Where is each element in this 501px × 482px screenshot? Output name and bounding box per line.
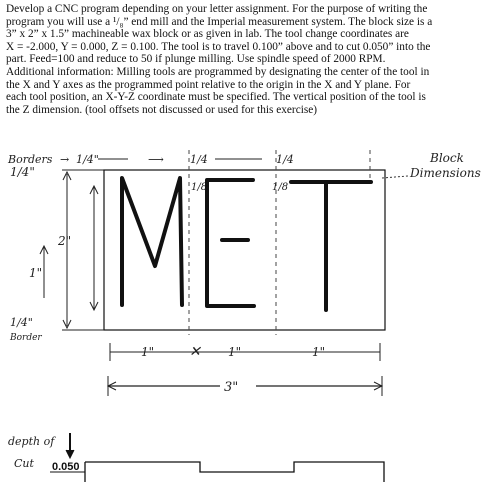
two-inch-label: 2"	[58, 234, 72, 248]
three-inch-label: 3"	[224, 380, 239, 395]
cut-label: Cut	[14, 457, 34, 470]
letter-t	[291, 182, 371, 310]
instruction-line: 3” x 2” x 1.5” machineable wax block or as given in lab. The tool change coordinates are	[6, 28, 409, 41]
top-quarter-label: 1/4	[190, 153, 208, 166]
eighth-label-2: 1/8	[272, 182, 289, 193]
instruction-line: the X and Y axes as the programmed point relative to the origin in the X and Y plane. For	[6, 78, 411, 91]
borders-label: Borders	[8, 153, 53, 166]
segment-label-2: 1"	[228, 345, 242, 359]
dimensions-label: Dimensions	[410, 166, 481, 180]
border-quarter-label: 1/4"	[76, 153, 99, 166]
block-label: Block	[430, 151, 464, 165]
instruction-line: the Z dimension. (tool offsets not discussed or used for this exercise)	[6, 103, 318, 116]
segment-label-3: 1"	[312, 345, 326, 359]
arrow-glyph: →	[60, 153, 70, 166]
block-profile	[85, 462, 384, 482]
instruction-line: program you will use a ¹/₈” end mill and the Imperial measurement system. The block size is a	[6, 15, 433, 28]
instruction-line: part. Feed=100 and reduce to 50 if plunge milling. Use spindle speed of 2000 RPM.	[6, 53, 386, 66]
eighth-label: 1/8	[191, 182, 208, 193]
segment-label-1: 1"	[141, 345, 155, 359]
border-note: Border	[10, 333, 42, 343]
top-arrow-glyph: ⟶	[148, 153, 164, 166]
letter-e	[207, 180, 254, 306]
depth-value: 0.050	[52, 461, 80, 473]
instruction-line: X = -2.000, Y = 0.000, Z = 0.100. The tool is to travel 0.100” above and to cut 0.050” into the	[6, 40, 431, 53]
instruction-line: Additional information: Milling tools are programmed by designating the center of the tool in	[6, 65, 430, 78]
letter-m	[122, 178, 182, 305]
depth-label: depth of	[8, 435, 55, 448]
instruction-line: each tool position, an X-Y-Z coordinate must be specified. The vertical position of the tool is	[6, 91, 426, 104]
one-inch-label: 1"	[29, 266, 43, 280]
top-quarter-label-2: 1/4	[276, 153, 294, 166]
leader-line	[382, 176, 408, 178]
instruction-line: Develop a CNC program depending on your letter assignment. For the purpose of writing the	[6, 3, 428, 15]
bottom-quarter-label: 1/4"	[10, 316, 33, 329]
cross-mark: ✕	[189, 344, 201, 360]
left-quarter-label: 1/4"	[10, 165, 35, 179]
arrow-head	[66, 450, 74, 458]
